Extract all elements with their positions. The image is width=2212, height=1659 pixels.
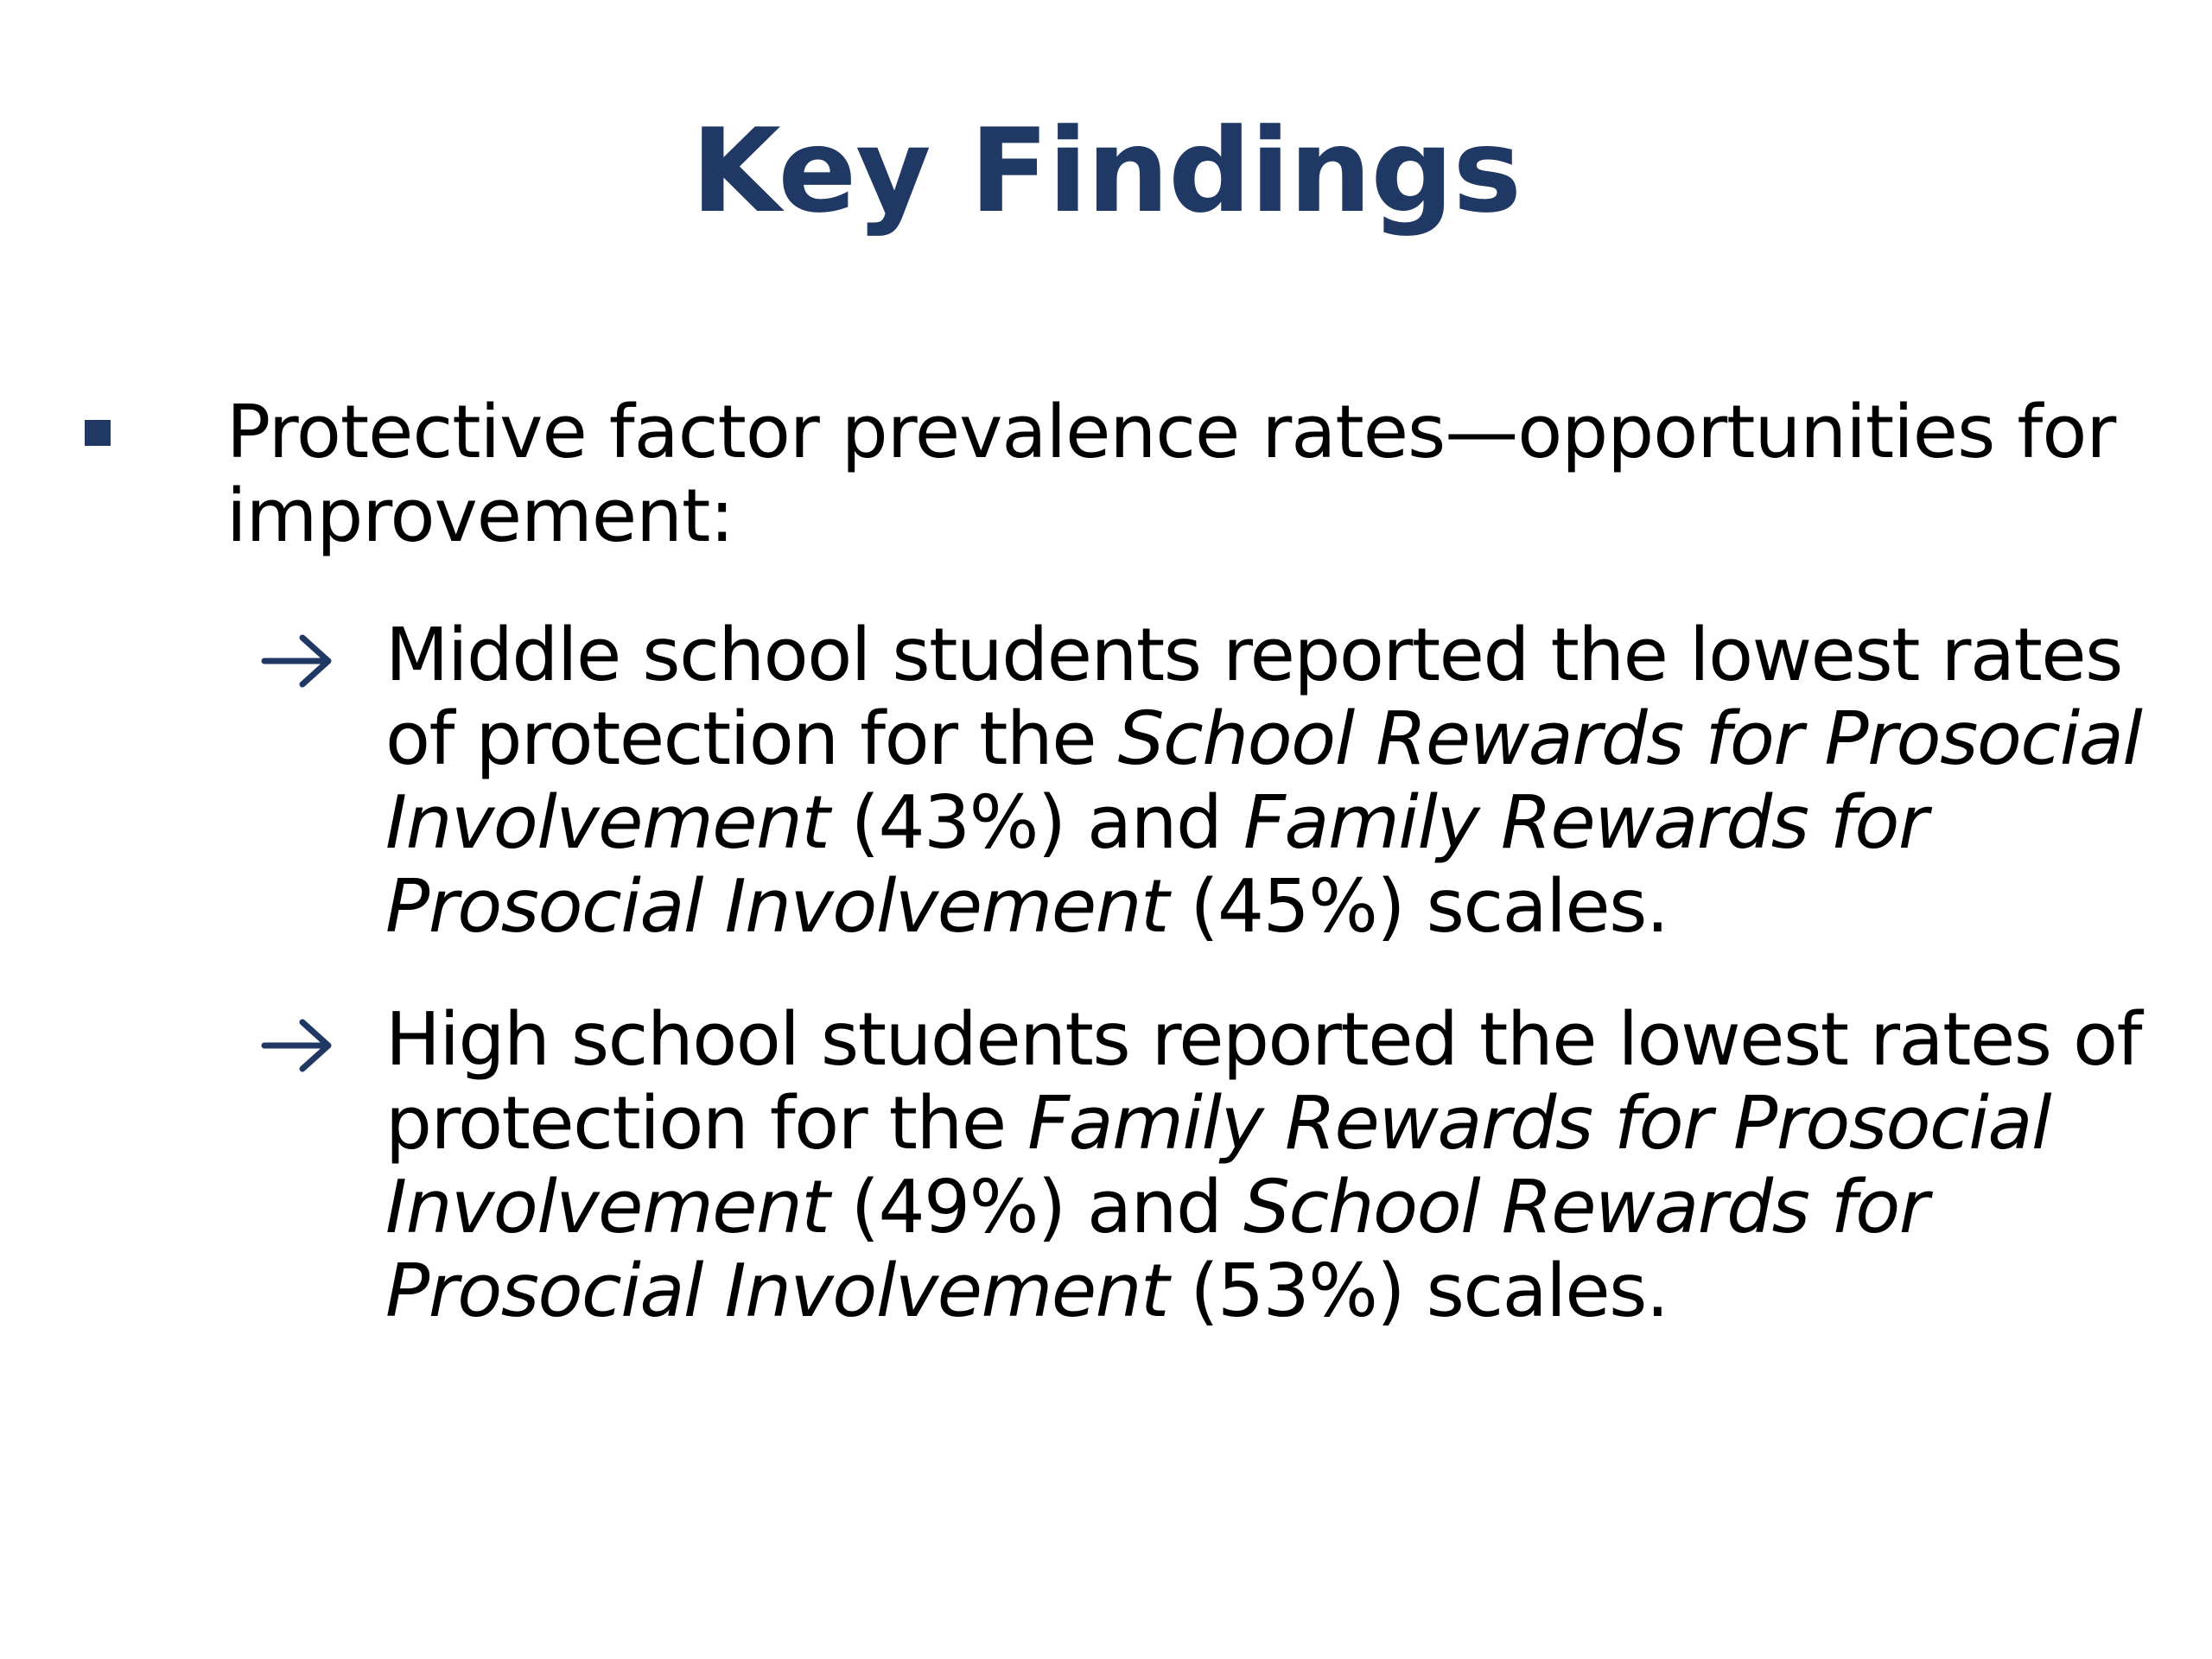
slide-title: Key Findings [690,104,1522,238]
right-arrow-icon [259,1015,335,1076]
scale-name: School Rewards for Prosocial Involvement [385,696,2142,866]
sub-bullet-text: (53%) scales. [1167,1249,1669,1334]
sub-bullet-text: (49%) and [829,1165,1243,1250]
sub-bullet-middle-school [385,613,2174,949]
sub-bullet-text: (45%) scales. [1167,864,1669,950]
right-arrow-icon [259,631,335,691]
sub-bullet-text: High school students reported the lowest rates of protection for the [385,997,2141,1166]
scale-name: Family Rewards for Prosocial Involvement [385,1081,2051,1250]
sub-bullet-text: (43%) and [829,780,1243,866]
bullet-text: Protective factor prevalence rates—opportunities for improvement: [226,390,2116,559]
scale-name: School Rewards for Prosocial Involvement [385,1165,1929,1334]
square-bullet-icon [85,420,111,446]
scale-name: Family Rewards for Prosocial Involvement [385,780,1928,950]
sub-bullet-text: Middle school students reported the lowest rates of protection for the [385,613,2122,782]
sub-bullet-high-school [385,998,2174,1333]
